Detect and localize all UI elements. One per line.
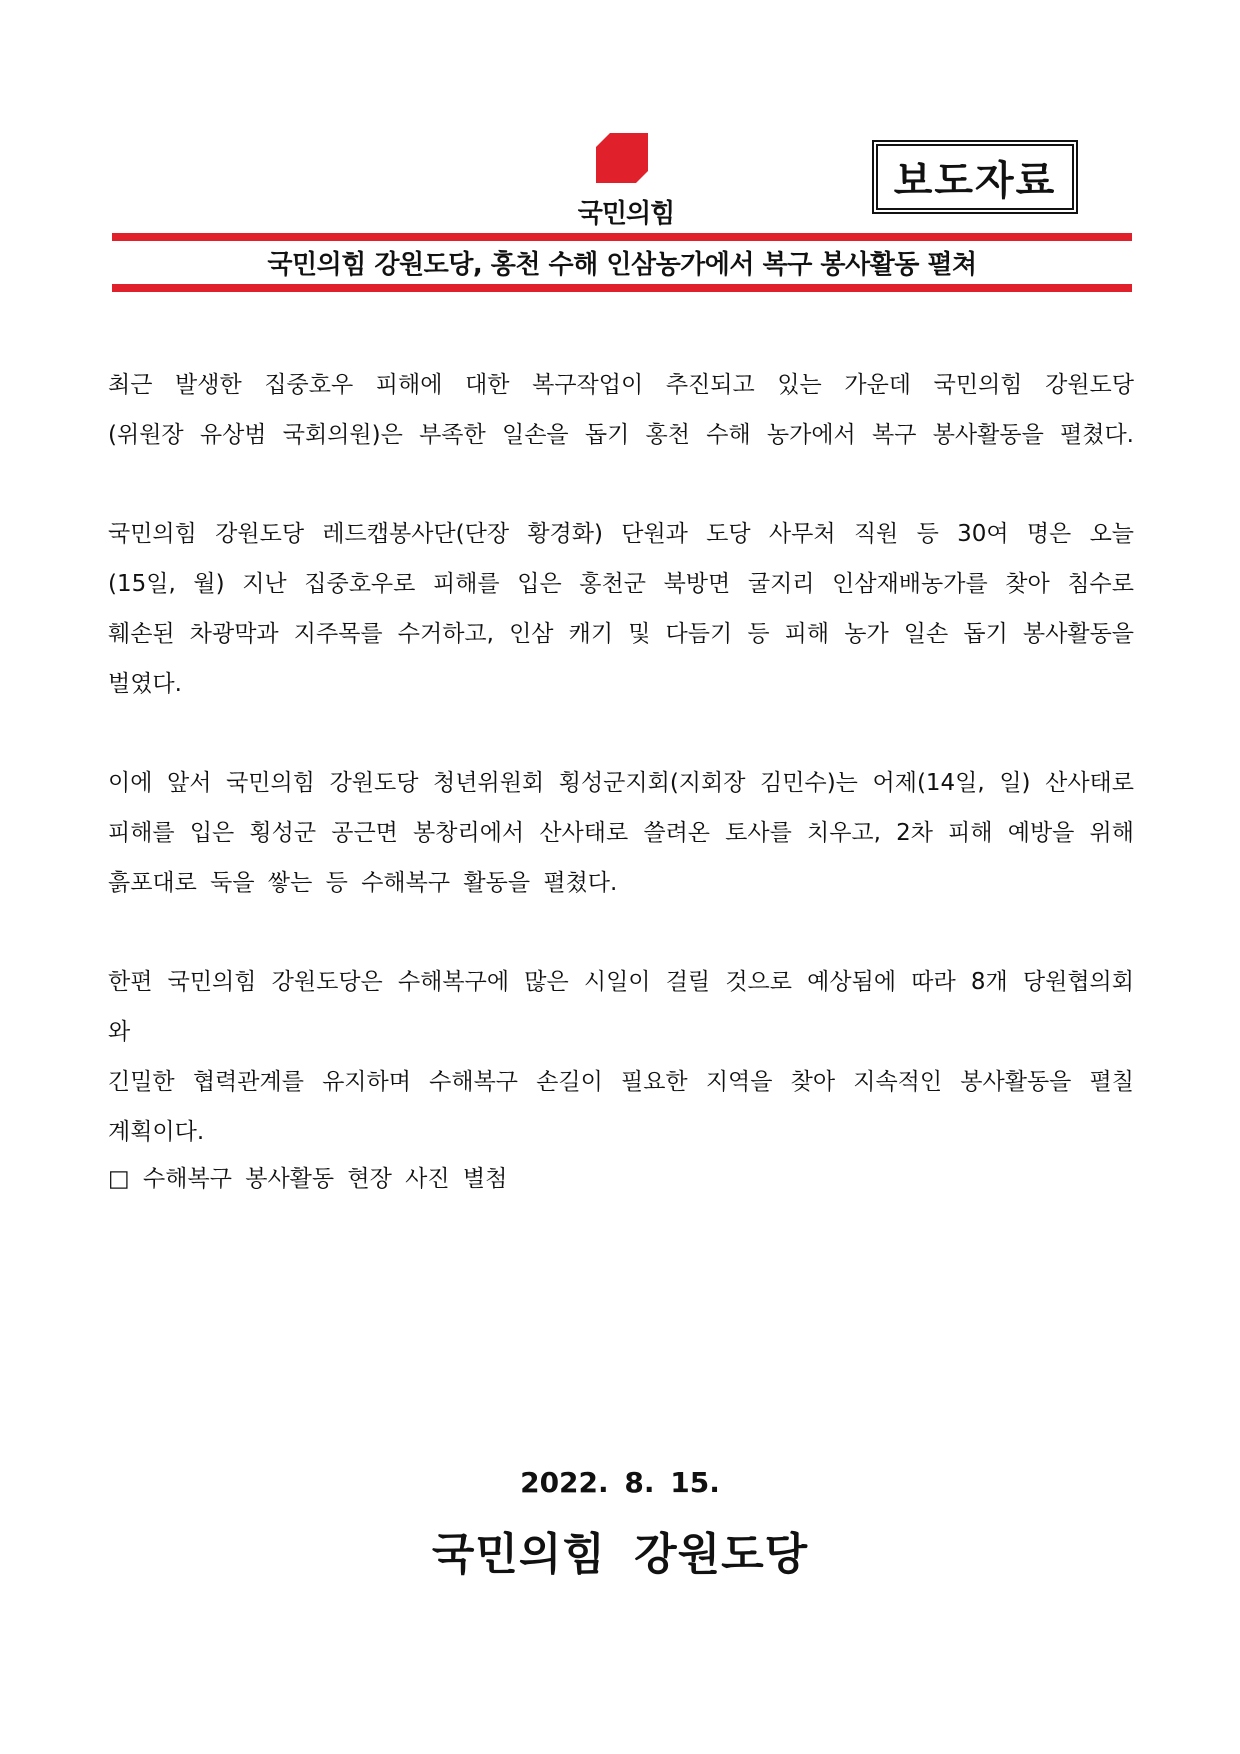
headline-top-rule	[112, 233, 1132, 241]
issuing-organization: 국민의힘 강원도당	[431, 1529, 809, 1580]
paragraph-line: 계획이다.	[108, 1119, 205, 1145]
paragraph-2	[108, 509, 1134, 709]
release-date: 2022. 8. 15.	[520, 1466, 720, 1499]
paragraph-4	[108, 957, 1134, 1157]
press-release-label: 보도자료	[876, 144, 1074, 210]
paragraph-line: 훼손된 차광막과 지주목를 수거하고, 인삼 캐기 및 다듬기 등 피해 농가 일손 돕기 봉사활동을	[108, 621, 1134, 647]
paragraph-line: 피해를 입은 횡성군 공근면 봉창리에서 산사태로 쓸려온 토사를 치우고, 2차 피해 예방을 위해	[108, 820, 1134, 846]
paragraph-line: 긴밀한 협력관계를 유지하며 수해복구 손길이 필요한 지역을 찾아 지속적인 봉사활동을 펼칠	[108, 1069, 1134, 1095]
attachment-note: □ 수해복구 봉사활동 현장 사진 별첨	[108, 1166, 508, 1192]
paragraph-line: 이에 앞서 국민의힘 강원도당 청년위원회 횡성군지회(지회장 김민수)는 어제(14일, 일) 산사태로	[108, 770, 1134, 796]
paragraph-line: 한편 국민의힘 강원도당은 수해복구에 많은 시일이 걸릴 것으로 예상됨에 따라 8개 당원협의회와	[108, 969, 1134, 1045]
paragraph-line: 흙포대로 둑을 쌓는 등 수해복구 활동을 펼쳤다.	[108, 870, 618, 896]
paragraph-line: (15일, 월) 지난 집중호우로 피해를 입은 홍천군 북방면 굴지리 인삼재배농가를 찾아 침수로	[108, 571, 1134, 597]
headline-bottom-rule	[112, 284, 1132, 292]
headline: 국민의힘 강원도당, 홍천 수해 인삼농가에서 복구 봉사활동 펼쳐	[267, 250, 977, 280]
paragraph-line: 벌였다.	[108, 671, 182, 697]
body-text	[108, 360, 1134, 1206]
paragraph-line: (위원장 유상범 국회의원)은 부족한 일손을 돕기 홍천 수해 농가에서 복구 봉사활동을 펼쳤다.	[108, 422, 1134, 448]
paragraph-3	[108, 758, 1134, 908]
press-release-badge	[872, 140, 1078, 214]
paragraph-line: 최근 발생한 집중호우 피해에 대한 복구작업이 추진되고 있는 가운데 국민의힘 강원도당	[108, 372, 1134, 398]
party-logo-text: 국민의힘	[577, 199, 675, 229]
paragraph-1	[108, 360, 1134, 460]
party-logo	[556, 133, 696, 233]
paragraph-line: 국민의힘 강원도당 레드캡봉사단(단장 황경화) 단원과 도당 사무처 직원 등 30여 명은 오늘	[108, 521, 1134, 547]
party-logo-mark-icon	[596, 133, 648, 183]
